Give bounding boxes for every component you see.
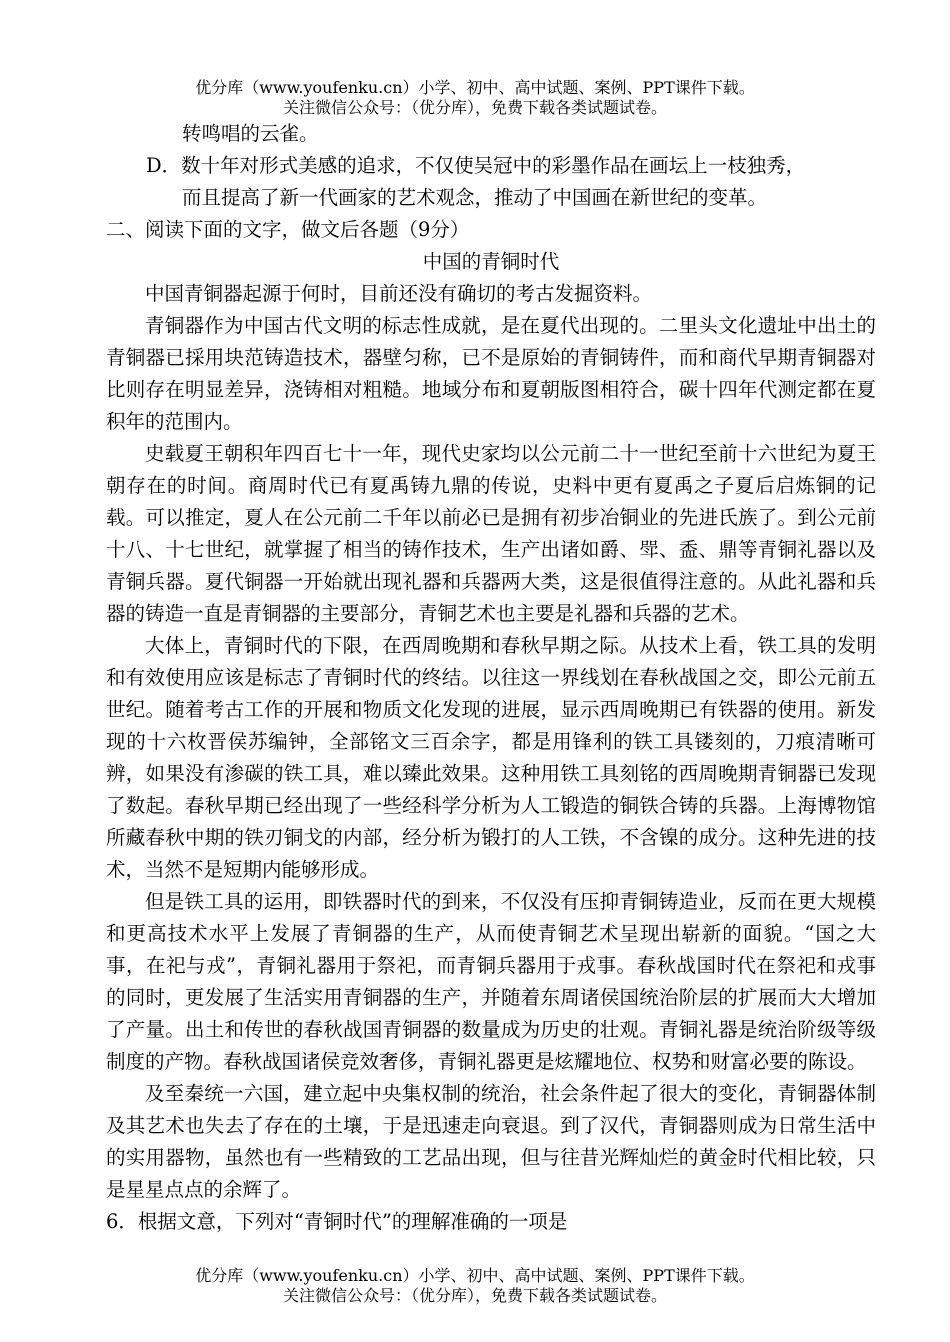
- paragraph-1: 中国青铜器起源于何时，目前还没有确切的考古发掘资料。: [145, 282, 653, 305]
- document-body: [106, 118, 876, 1238]
- paragraph-3: 史载夏王朝积年四百七十一年，现代史家均以公元前二十一世纪至前十六世纪为夏王朝存在的时间。商周时代已有夏禹铸九鼎的传说，史料中更有夏禹之子夏后启炼铜的记载。可以推定，夏人在公元前二千年以前必已是拥有初步冶铜业的先进氏族了。到公元前十八、十七世纪，就掌握了相当的铸作技术，生产出诸如爵、斝、盉、鼎等青铜礼器以及青铜兵器。夏代铜器一开始就出现礼器和兵器两大类，这是很值得注意的。从此礼器和兵器的铸造一直是青铜器的主要部分，青铜艺术也主要是礼器和兵器的艺术。: [106, 442, 876, 625]
- footer-line-2: 关注微信公众号：（优分库），免费下载各类试题试卷。: [282, 1286, 667, 1305]
- header-line-1: 优分库（www.youfenku.cn）小学、初中、高中试题、案例、PPT课件下载。: [195, 78, 755, 97]
- page-header: [0, 78, 950, 118]
- section-heading: 二、阅读下面的文字，做文后各题（9分）: [106, 218, 470, 241]
- previous-option-continuation: 转鸣唱的云雀。: [182, 122, 319, 145]
- footer-line-1: 优分库（www.youfenku.cn）小学、初中、高中试题、案例、PPT课件下载。: [195, 1266, 755, 1285]
- paragraph-4: 大体上，青铜时代的下限，在西周晚期和春秋早期之际。从技术上看，铁工具的发明和有效使用应该是标志了青铜时代的终结。以往这一界线划在春秋战国之交，即公元前五世纪。随着考古工作的开展和物质文化发现的进展，显示西周晚期已有铁器的使用。新发现的十六枚晋侯苏编钟，全部铭文三百余字，都是用锋利的铁工具镂刻的，刀痕清晰可辨，如果没有渗碳的铁工具，难以臻此效果。这种用铁工具刻铭的西周晚期青铜器已发现了数起。春秋早期已经出现了一些经科学分析为人工锻造的铜铁合铸的兵器。上海博物馆所藏春秋中期的铁刃铜戈的内部，经分析为锻打的人工铁，不含镍的成分。这种先进的技术，当然不是短期内能够形成。: [106, 634, 876, 881]
- question-6: 6．根据文意，下列对“青铜时代”的理解准确的一项是: [106, 1210, 568, 1233]
- option-d-line-1: D．数十年对形式美感的追求，不仅使吴冠中的彩墨作品在画坛上一枝独秀，: [146, 154, 806, 177]
- paragraph-2: 青铜器作为中国古代文明的标志性成就，是在夏代出现的。二里头文化遗址中出土的青铜器已採用块范铸造技术，器壁匀称，已不是原始的青铜铸件，而和商代早期青铜器对比则存在明显差异，浇铸相对粗糙。地域分布和夏朝版图相符合，碳十四年代测定都在夏积年的范围内。: [106, 314, 876, 433]
- page-footer: [0, 1266, 950, 1306]
- header-line-2: 关注微信公众号：（优分库），免费下载各类试题试卷。: [282, 98, 667, 117]
- option-d-line-2: 而且提高了新一代画家的艺术观念，推动了中国画在新世纪的变革。: [182, 186, 768, 209]
- paragraph-6: 及至秦统一六国，建立起中央集权制的统治，社会条件起了很大的变化，青铜器体制及其艺术也失去了存在的土壤，于是迅速走向衰退。到了汉代，青铜器则成为日常生活中的实用器物，虽然也有一些精致的工艺品出现，但与往昔光辉灿烂的黄金时代相比较，只是星星点点的余辉了。: [106, 1082, 876, 1201]
- article-title: 中国的青铜时代: [422, 250, 560, 273]
- paragraph-5: 但是铁工具的运用，即铁器时代的到来，不仅没有压抑青铜铸造业，反而在更大规模和更高技术水平上发展了青铜器的生产，从而使青铜艺术呈现出崭新的面貌。“国之大事，在祀与戎”，青铜礼器用于祭祀，而青铜兵器用于戎事。春秋战国时代在祭祀和戎事的同时，更发展了生活实用青铜器的生产，并随着东周诸侯国统治阶层的扩展而大大增加了产量。出土和传世的春秋战国青铜器的数量成为历史的壮观。青铜礼器是统治阶级等级制度的产物。春秋战国诸侯竞效奢侈，青铜礼器更是炫耀地位、权势和财富必要的陈设。: [106, 890, 876, 1073]
